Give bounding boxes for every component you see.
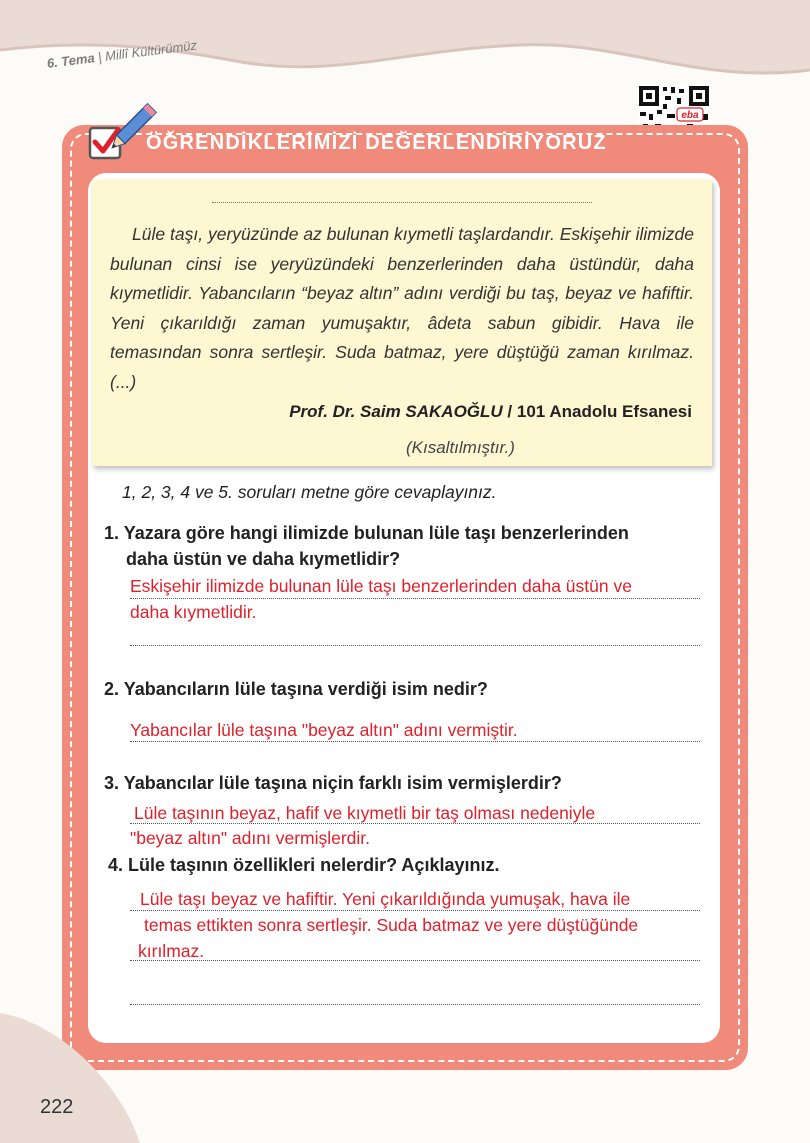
question-text: Yabancılar lüle taşına niçin farklı isim vermişlerdir? xyxy=(123,773,562,793)
answer-dotted-line xyxy=(130,598,700,599)
answer-4-line2: temas ettikten sonra sertleşir. Suda batmaz ve yere düştüğünde xyxy=(144,915,639,935)
title-dotted-line xyxy=(212,202,592,203)
question-text-line2: daha üstün ve daha kıymetlidir? xyxy=(126,549,401,569)
question-number: 1. xyxy=(104,523,120,543)
question-number: 4. xyxy=(108,855,124,875)
answer-dotted-line xyxy=(130,960,700,961)
page-number: 222 xyxy=(40,1096,74,1118)
section-title: ÖĞRENDİKLERİMİZİ DEĞERLENDİRİYORUZ xyxy=(146,132,607,154)
answer-2-line1: Yabancılar lüle taşına "beyaz altın" adını vermiştir. xyxy=(130,720,518,740)
author-name: Prof. Dr. Saim SAKAOĞLU xyxy=(289,402,503,421)
instruction-text: 1, 2, 3, 4 ve 5. soruları metne göre cevaplayınız. xyxy=(122,482,497,502)
answer-dotted-line xyxy=(130,823,700,824)
answer-4-line1: Lüle taşı beyaz ve hafiftir. Yeni çıkarıldığında yumuşak, hava ile xyxy=(140,889,631,909)
book-title: 101 Anadolu Efsanesi xyxy=(516,402,692,421)
question-number: 3. xyxy=(104,773,120,793)
answer-1-line1: Eskişehir ilimizde bulunan lüle taşı benzerlerinden daha üstün ve xyxy=(130,576,632,596)
answer-dotted-line xyxy=(130,910,700,911)
theme-title: Millî Kültürümüz xyxy=(104,37,198,64)
passage-text: Lüle taşı, yeryüzünde az bulunan kıymetli taşlardandır. Eskişehir ilimizde bulunan cinsi ise yeryüzündeki benzerlerinden daha üstündür, daha kıymetlidir. Yabancıların “beyaz altın” adını verdiği bu taş, beyaz ve hafiftir. Yeni çıkarıldığı zaman yumuşaktır, âdeta sabun gibidir. Hava ile temasından sonra sertleşir. Suda batmaz, yere düştüğü zaman kırılmaz. (...) xyxy=(110,224,694,392)
question-4 xyxy=(108,852,499,878)
question-text: Lüle taşının özellikleri nelerdir? Açıklayınız. xyxy=(128,855,500,875)
answer-dotted-line xyxy=(130,645,700,646)
question-number: 2. xyxy=(104,679,120,699)
question-1 xyxy=(104,520,629,572)
answer-dotted-line xyxy=(130,741,700,742)
bottom-corner-decoration xyxy=(0,1013,140,1143)
question-text: Yazara göre hangi ilimizde bulunan lüle taşı benzerlerinden xyxy=(123,523,629,543)
abridged-note: (Kısaltılmıştır.) xyxy=(406,438,515,457)
theme-separator: | xyxy=(97,49,103,65)
question-2 xyxy=(104,676,488,702)
answer-1-line2: daha kıymetlidir. xyxy=(130,602,257,622)
theme-number: 6. Tema xyxy=(46,50,96,71)
answer-3-line2: "beyaz altın" adını vermişlerdir. xyxy=(130,828,371,848)
eba-badge: eba xyxy=(681,110,699,121)
author-citation xyxy=(289,402,692,422)
answer-dotted-line xyxy=(130,1004,700,1005)
reading-passage xyxy=(92,180,712,466)
top-wave-decoration xyxy=(0,0,810,90)
answer-3-line1: Lüle taşının beyaz, hafif ve kıymetli bir taş olması nedeniyle xyxy=(134,803,596,823)
question-3 xyxy=(104,770,562,796)
citation-separator: / xyxy=(507,402,513,421)
question-text: Yabancıların lüle taşına verdiği isim nedir? xyxy=(123,679,488,699)
answer-4-line3: kırılmaz. xyxy=(138,941,205,961)
